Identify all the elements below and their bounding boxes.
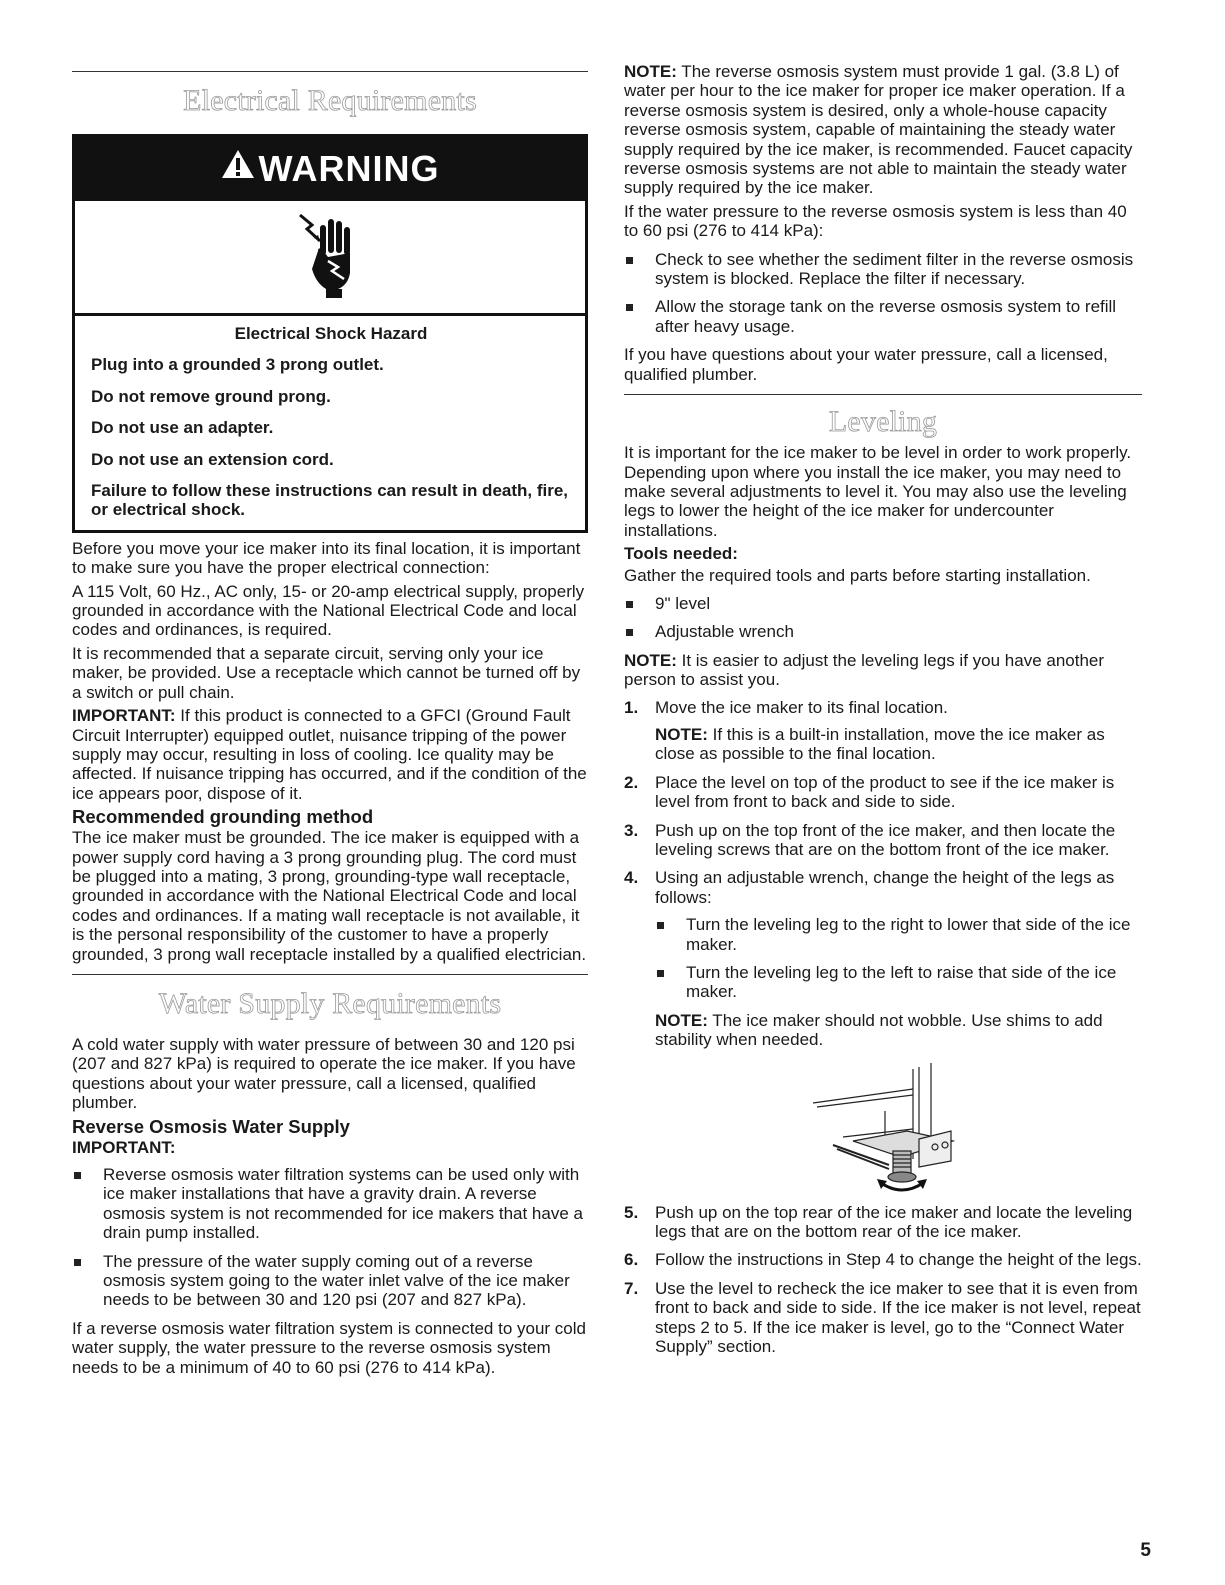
section-divider (624, 394, 1142, 395)
paragraph: A cold water supply with water pressure of between 30 and 120 psi (207 and 827 kPa) is required to operate the ice maker. If you have questions about your water pressure, call a licensed, qualified plumber. (72, 1034, 576, 1113)
step-text: Use the level to recheck the ice maker to see that it is even from front to back and side to side. If the ice maker is not level, repeat steps 2 to 5. If the ice maker is level, go to the “Connect Water Supply” section. (655, 1278, 1141, 1357)
note-label: NOTE: (624, 62, 677, 81)
leveling-leg-figure (624, 1059, 1142, 1201)
step-text: Push up on the top front of the ice maker, and then locate the leveling screws that are on the bottom front of the ice maker. (655, 820, 1116, 859)
step-item (624, 1203, 1142, 1242)
right-column (624, 62, 1142, 1366)
list-item: 9" level (624, 594, 1142, 613)
list-item: Turn the leveling leg to the right to lower that side of the ice maker. (655, 915, 1142, 954)
step-item (624, 1250, 1142, 1269)
note-text: The reverse osmosis system must provide 1 gal. (3.8 L) of water per hour to the ice maker for proper ice maker operation. If a reverse osmosis system is desired, only a whole-house capacity reverse osmosis system, capable of maintaining the steady water supply required by the ice maker, is recommended. Faucet capacity reverse osmosis systems are not able to maintain the steady water supply required by the ice maker. (624, 62, 1133, 198)
paragraph: If you have questions about your water pressure, call a licensed, qualified plumber. (624, 345, 1108, 384)
paragraph: Before you move your ice maker into its final location, it is important to make sure you have the proper electrical connection: (72, 538, 581, 578)
bullet-list (624, 250, 1142, 337)
list-item: The pressure of the water supply coming out of a reverse osmosis system going to the water inlet valve of the ice maker needs to be between 30 and 120 psi (207 and 827 kPa). (72, 1252, 588, 1310)
note-text: If this is a built-in installation, move the ice maker as close as possible to the final location. (655, 724, 1105, 764)
section-divider (72, 974, 588, 975)
step-item (624, 698, 1142, 764)
left-column (72, 62, 588, 1381)
tools-list (624, 594, 1142, 642)
note-text: It is easier to adjust the leveling legs if you have another person to assist you. (624, 650, 1105, 690)
warning-heading: WARNING (258, 148, 440, 189)
step-note (655, 725, 1142, 764)
leveling-title: Leveling (828, 405, 938, 439)
step-text: Follow the instructions in Step 4 to change the height of the legs. (655, 1250, 1142, 1270)
important-label: IMPORTANT: (72, 706, 176, 726)
bullet-list (72, 1165, 588, 1310)
list-item: Allow the storage tank on the reverse osmosis system to refill after heavy usage. (624, 297, 1142, 336)
warning-line: Do not use an adapter. (91, 418, 274, 438)
list-item: Check to see whether the sediment filter in the reverse osmosis system is blocked. Replace the filter if necessary. (624, 250, 1142, 289)
list-item: Adjustable wrench (624, 622, 1142, 641)
section-divider (72, 71, 588, 72)
water-supply-title: Water Supply Requirements (158, 986, 502, 1020)
reverse-osmosis-heading: Reverse Osmosis Water Supply (72, 1115, 350, 1137)
step-text: Move the ice maker to its final location. (655, 697, 948, 717)
step-number: 2. (624, 772, 639, 792)
warning-triangle-icon (221, 135, 255, 199)
note-label: NOTE: (655, 1010, 708, 1030)
tools-heading: Tools needed: (624, 544, 738, 564)
paragraph: If the water pressure to the reverse osmosis system is less than 40 to 60 psi (276 to 414 kPa): (624, 201, 1127, 241)
important-text: If this product is connected to a GFCI (Ground Fault Circuit Interrupter) equipped outlet, nuisance tripping of the power supply may occur, resulting in loss of cooling. Ice quality may be affected. If nuisance tripping has occurred, and if the condition of the ice appears poor, dispose of it. (72, 706, 587, 803)
hazard-title: Electrical Shock Hazard (234, 324, 428, 343)
step-text: Using an adjustable wrench, change the height of the legs as follows: (655, 868, 1115, 907)
paragraph (624, 62, 1142, 198)
note-text: The ice maker should not wobble. Use shims to add stability when needed. (655, 1010, 1103, 1050)
step-note (655, 1011, 1142, 1050)
warning-body (75, 316, 585, 530)
warning-line: Do not remove ground prong. (91, 386, 331, 406)
step-item (624, 868, 1142, 1049)
step-item (624, 821, 1142, 860)
electrical-requirements-title: Electrical Requirements (183, 84, 477, 117)
warning-box (72, 134, 588, 533)
step-text: Push up on the top rear of the ice maker and locate the leveling legs that are on the bottom rear of the ice maker. (655, 1202, 1133, 1242)
paragraph: It is important for the ice maker to be level in order to work properly. Depending upon where you install the ice maker, you may need to make several adjustments to level it. You may also use the leveling legs to lower the height of the ice maker for undercounter installations. (624, 443, 1132, 540)
paragraph: The ice maker must be grounded. The ice maker is equipped with a power supply cord having a 3 prong grounding plug. The cord must be plugged into a mating, 3 prong, grounding-type wall receptacle, grounded in accordance with the National Electrical Code and local codes and ordinances. If a mating wall receptacle is not available, it is the personal responsibility of the customer to have a properly grounded, 3 prong wall receptacle installed by a qualified electrician. (72, 828, 587, 964)
step-number: 3. (624, 820, 639, 840)
sub-bullet-list (655, 915, 1142, 1002)
important-label: IMPORTANT: (72, 1137, 176, 1157)
steps-list (624, 1203, 1142, 1357)
note-label: NOTE: (655, 724, 708, 744)
step-number: 1. (624, 697, 639, 717)
electrical-shock-hand-icon (298, 211, 362, 303)
step-number: 4. (624, 868, 639, 888)
warning-line: Plug into a grounded 3 prong outlet. (91, 355, 384, 375)
paragraph (72, 706, 588, 803)
step-number: 7. (624, 1278, 639, 1298)
page-number: 5 (1140, 1540, 1151, 1561)
paragraph: Gather the required tools and parts before starting installation. (624, 565, 1091, 585)
note-label: NOTE: (624, 650, 677, 670)
paragraph (624, 651, 1142, 690)
warning-header (75, 137, 585, 201)
step-item (624, 773, 1142, 812)
warning-icon-row (75, 201, 585, 316)
steps-list (624, 698, 1142, 1050)
list-item: Reverse osmosis water filtration systems can be used only with ice maker installations that have a gravity drain. A reverse osmosis system is not recommended for ice makers that have a drain pump installed. (72, 1165, 588, 1243)
step-number: 6. (624, 1250, 639, 1270)
paragraph: A 115 Volt, 60 Hz., AC only, 15- or 20-amp electrical supply, properly grounded in accordance with the National Electrical Code and local codes and ordinances, is required. (72, 581, 585, 640)
warning-line: Failure to follow these instructions can result in death, fire, or electrical shock. (91, 481, 569, 520)
grounding-heading: Recommended grounding method (72, 806, 374, 828)
step-item (624, 1279, 1142, 1357)
step-number: 5. (624, 1202, 639, 1222)
warning-line: Do not use an extension cord. (91, 449, 334, 469)
step-text: Place the level on top of the product to see if the ice maker is level from front to back and side to side. (655, 772, 1115, 812)
paragraph: If a reverse osmosis water filtration system is connected to your cold water supply, the water pressure to the reverse osmosis system needs to be a minimum of 40 to 60 psi (276 to 414 kPa). (72, 1318, 586, 1377)
list-item: Turn the leveling leg to the left to raise that side of the ice maker. (655, 963, 1142, 1002)
paragraph: It is recommended that a separate circuit, serving only your ice maker, be provided. Use a receptacle which cannot be turned off by a switch or pull chain. (72, 643, 581, 702)
leveling-leg-figure-icon (773, 1059, 993, 1201)
